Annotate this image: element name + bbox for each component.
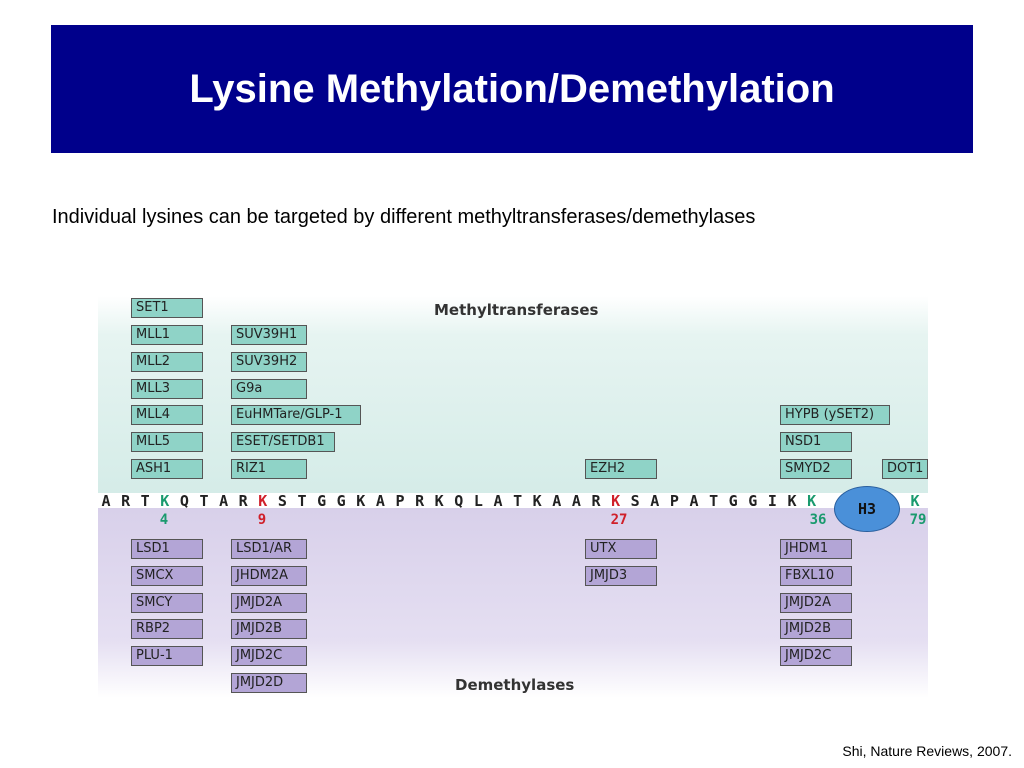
- methyltransferase-k36-2: SMYD2: [780, 459, 852, 479]
- residue-3: T: [140, 492, 150, 510]
- methyltransferase-k9-0: SUV39H1: [231, 325, 307, 345]
- position-label-k27: 27: [610, 512, 628, 528]
- methyltransferase-k27-0: EZH2: [585, 459, 657, 479]
- residue-26: R: [591, 492, 601, 510]
- residue-29: A: [650, 492, 660, 510]
- demethylase-k36-1: FBXL10: [780, 566, 852, 586]
- demethylase-k9-1: JHDM2A: [231, 566, 307, 586]
- demethylase-k36-3: JMJD2B: [780, 619, 852, 639]
- residue-23: K: [532, 492, 542, 510]
- slide-subtitle: Individual lysines can be targeted by different methyltransferases/demethylases: [52, 206, 756, 228]
- residue-7: A: [219, 492, 229, 510]
- demethylase-k4-1: SMCX: [131, 566, 203, 586]
- residue-10: S: [277, 492, 287, 510]
- residue-37: K: [807, 492, 817, 510]
- residue-11: T: [297, 492, 307, 510]
- residue-17: R: [415, 492, 425, 510]
- methylation-diagram: [98, 296, 928, 696]
- methyltransferase-k9-2: G9a: [231, 379, 307, 399]
- residue-8: R: [238, 492, 248, 510]
- methyltransferase-k36-0: HYPB (ySET2): [780, 405, 890, 425]
- histone-h3-sequence: [98, 493, 928, 508]
- methyltransferase-k4-2: MLL2: [131, 352, 203, 372]
- methyltransferase-k4-5: MLL5: [131, 432, 203, 452]
- demethylase-k36-4: JMJD2C: [780, 646, 852, 666]
- demethylase-k9-0: LSD1/AR: [231, 539, 307, 559]
- methyltransferase-k9-5: RIZ1: [231, 459, 307, 479]
- demethylase-k36-2: JMJD2A: [780, 593, 852, 613]
- demethylase-k9-3: JMJD2B: [231, 619, 307, 639]
- residue-9: K: [258, 492, 268, 510]
- residue-36: K: [787, 492, 797, 510]
- methyltransferase-k36-1: NSD1: [780, 432, 852, 452]
- position-label-k79: 79: [909, 512, 927, 528]
- h3-histone-oval: H3: [834, 486, 900, 532]
- methyltransferase-k4-6: ASH1: [131, 459, 203, 479]
- methyltransferase-k9-3: EuHMTare/GLP-1: [231, 405, 361, 425]
- position-label-k9: 9: [257, 512, 267, 528]
- residue-32: T: [709, 492, 719, 510]
- methyltransferase-k9-1: SUV39H2: [231, 352, 307, 372]
- methyltransferase-k4-0: SET1: [131, 298, 203, 318]
- residue-18: K: [434, 492, 444, 510]
- methyltransferase-k4-4: MLL4: [131, 405, 203, 425]
- demethylases-heading: Demethylases: [455, 676, 575, 694]
- residue-34: G: [748, 492, 758, 510]
- residue-14: K: [356, 492, 366, 510]
- demethylase-k4-0: LSD1: [131, 539, 203, 559]
- residue-4: K: [160, 492, 170, 510]
- methyltransferases-heading: Methyltransferases: [434, 301, 599, 319]
- residue-25: A: [571, 492, 581, 510]
- residue-31: A: [689, 492, 699, 510]
- residue-2: R: [121, 492, 131, 510]
- residue-k79: K: [910, 492, 920, 510]
- methyltransferase-k4-3: MLL3: [131, 379, 203, 399]
- demethylase-k9-2: JMJD2A: [231, 593, 307, 613]
- position-label-k36: 36: [809, 512, 827, 528]
- slide-title: Lysine Methylation/Demethylation: [189, 66, 835, 111]
- residue-6: T: [199, 492, 209, 510]
- demethylase-k9-5: JMJD2D: [231, 673, 307, 693]
- residue-35: I: [767, 492, 777, 510]
- demethylase-k4-2: SMCY: [131, 593, 203, 613]
- title-banner: [51, 25, 973, 153]
- residue-30: P: [669, 492, 679, 510]
- residue-28: S: [630, 492, 640, 510]
- methyltransferase-k4-1: MLL1: [131, 325, 203, 345]
- residue-12: G: [317, 492, 327, 510]
- residue-5: Q: [179, 492, 189, 510]
- citation: Shi, Nature Reviews, 2007.: [842, 743, 1012, 759]
- residue-22: T: [513, 492, 523, 510]
- residue-15: A: [375, 492, 385, 510]
- residue-27: K: [611, 492, 621, 510]
- demethylase-k36-0: JHDM1: [780, 539, 852, 559]
- demethylase-k27-0: UTX: [585, 539, 657, 559]
- demethylase-k4-3: RBP2: [131, 619, 203, 639]
- demethylase-k27-1: JMJD3: [585, 566, 657, 586]
- residue-33: G: [728, 492, 738, 510]
- demethylase-k9-4: JMJD2C: [231, 646, 307, 666]
- residue-21: A: [493, 492, 503, 510]
- residue-19: Q: [454, 492, 464, 510]
- residue-16: P: [395, 492, 405, 510]
- methyltransferase-k79-0: DOT1: [882, 459, 928, 479]
- position-label-k4: 4: [159, 512, 169, 528]
- residue-24: A: [552, 492, 562, 510]
- demethylase-k4-4: PLU-1: [131, 646, 203, 666]
- residue-1: A: [101, 492, 111, 510]
- residue-13: G: [336, 492, 346, 510]
- residue-20: L: [473, 492, 483, 510]
- methyltransferase-k9-4: ESET/SETDB1: [231, 432, 335, 452]
